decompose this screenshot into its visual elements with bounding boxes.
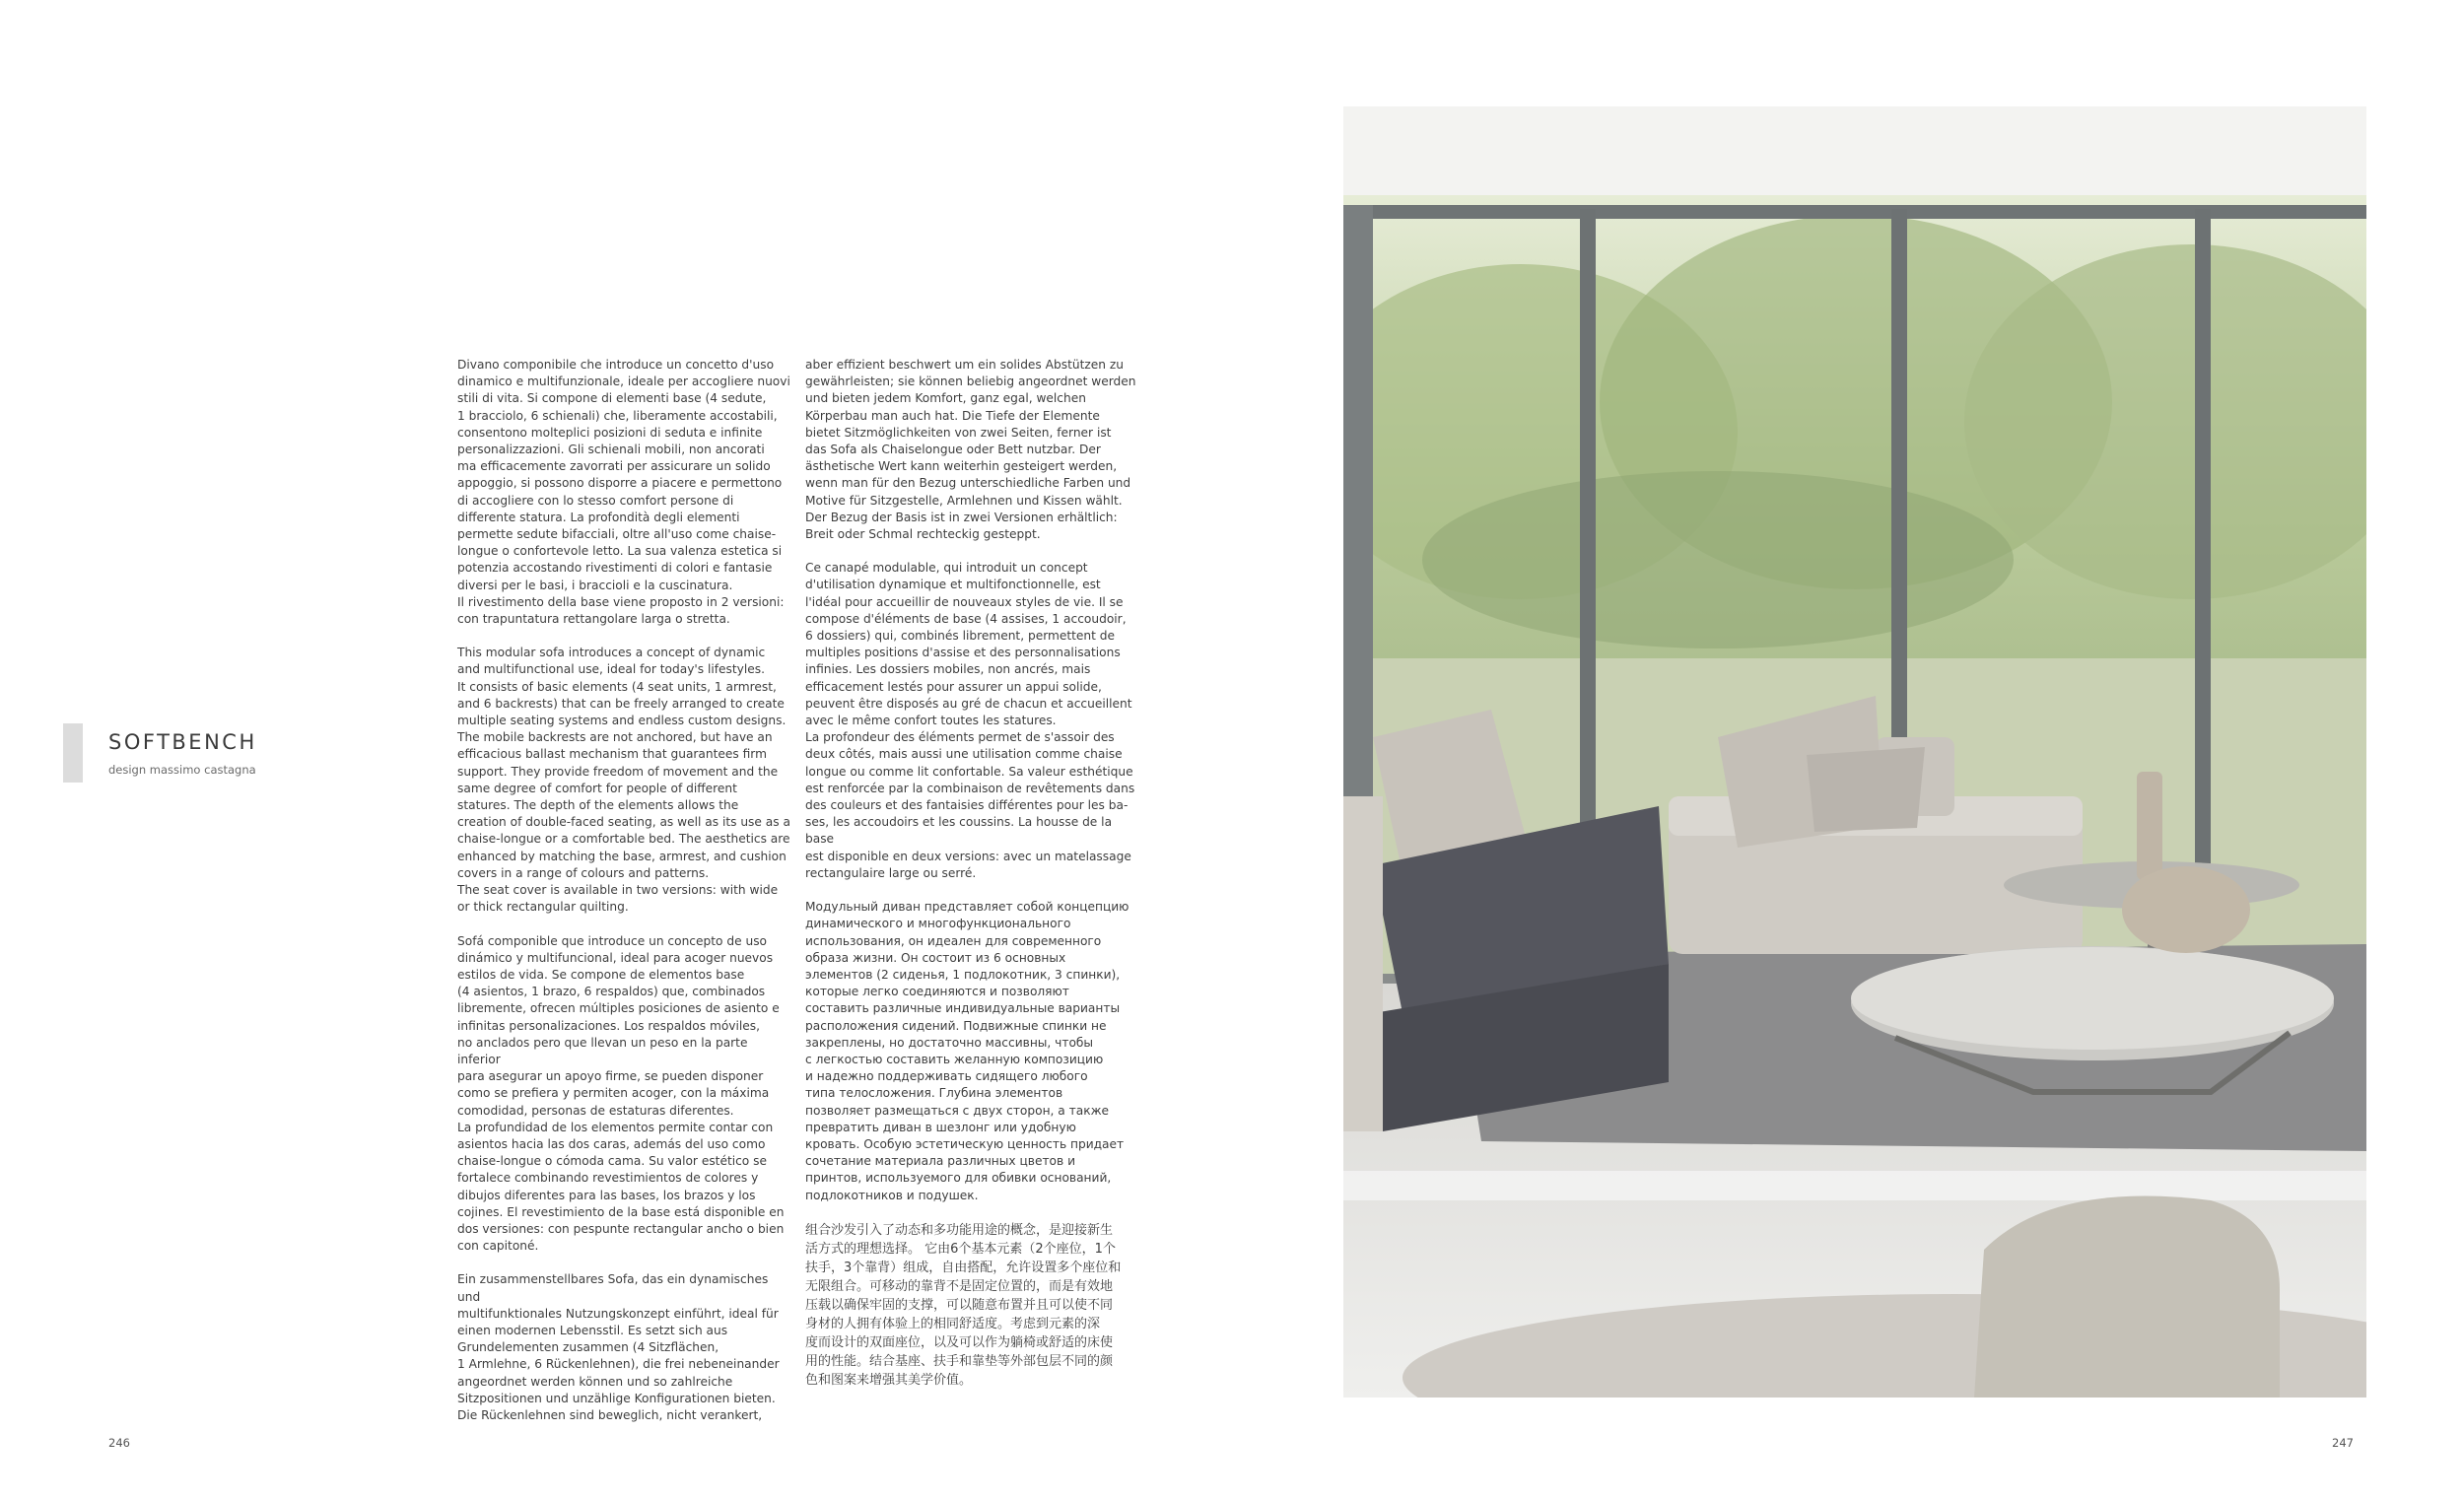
paragraph-italian: Divano componibile che introduce un concetto d'uso dinamico e multifunzionale, ideale per accogliere nuovi stili di vita. Si compone di elementi base (4 sedute, 1 bracciolo, 6 schienali) che, liberamente accostabili, consentono molteplici posizioni di seduta e infinite personalizzazioni. Gli schienali mobili, non ancorati ma efficacemente zavorrati per assicurare un solido appoggio, si possono disporre a piacere e permettono di accogliere con lo stesso comfort persone di differente statura. La profondità degli elementi permette sedute bifacciali, oltre all'uso come chaise- longue o confortevole letto. La sua valenza estetica si potenzia accostando rivestimenti di colori e fantasie diversi per le basi, i braccioli e la cuscinatura. Il rivestimento della base viene proposto in 2 versioni: con trapuntatura rettangolare larga o stretta.	[457, 358, 790, 627]
product-photo	[1343, 106, 2366, 1398]
title-accent-bar	[63, 723, 83, 783]
paragraph-english: This modular sofa introduces a concept of dynamic and multifunctional use, ideal for today's lifestyles. It consists of basic elements (4 seat units, 1 armrest, and 6 backrests) that can be freely arranged to create multiple seating systems and endless custom designs. The mobile backrests are not anchored, but have an efficacious ballast mechanism that guarantees firm support. They provide freedom of movement and the same degree of comfort for people of different statures. The depth of the elements allows the creation of double-faced seating, as well as its use as a chaise-longue or a comfortable bed. The aesthetics are enhanced by matching the base, armrest, and cushion covers in a range of colours and patterns. The seat cover is available in two versions: with wide or thick rectangular quilting.	[457, 646, 790, 915]
living-room-illustration	[1343, 106, 2366, 1398]
paragraph-russian: Модульный диван представляет собой концепцию динамического и многофункционального использования, он идеален для современного образа жизни. Он состоит из 6 основных элементов (2 сиденья, 1 подлокотник, 3 спинки), которые легко соединяются и позволяют составить различные индивидуальные варианты расположения сидений. Подвижные спинки не закреплены, но достаточно массивны, чтобы с легкостью составить желанную композицию и надежно поддерживать сидящего любого типа телосложения. Глубина элементов позволяет размещаться с двух сторон, а также превратить диван в шезлонг или удобную кровать. Особую эстетическую ценность придает сочетание материала различных цветов и принтов, используемого для обивки оснований, подлокотников и подушек.	[805, 900, 1129, 1202]
text-column-1	[457, 357, 792, 1441]
paragraph-german-start: Ein zusammenstellbares Sofa, das ein dynamisches und multifunktionales Nutzungskonzept einführt, ideal für einen modernen Lebensstil. Es setzt sich aus Grundelementen zusammen (4 Sitzflächen, 1 Armlehne, 6 Rückenlehnen), die frei nebeneinander angeordnet werden können und so zahlreiche Sitzpositionen und unzählige Konfigurationen bieten. Die Rückenlehnen sind beweglich, nicht verankert,	[457, 1272, 780, 1422]
designer-credit: design massimo castagna	[108, 763, 256, 777]
paragraph-chinese: 组合沙发引入了动态和多功能用途的概念，是迎接新生 活方式的理想选择。 它由6个基本元素（2个座位，1个 扶手，3个靠背）组成，自由搭配，允许设置多个座位和 无限组合。可移动的靠背不是固定位置的，而是有效地 压载以确保牢固的支撑，可以随意布置并且可以使不同 身材的人拥有体验上的相同舒适度。考虑到元素的深 度而设计的双面座位，以及可以作为躺椅或舒适的床使 用的性能。结合基座、扶手和靠垫等外部包层不同的颜 色和图案来增强其美学价值。	[805, 1222, 1122, 1388]
paragraph-spanish: Sofá componible que introduce un concepto de uso dinámico y multifuncional, ideal para acoger nuevos estilos de vida. Se compone de elementos base (4 asientos, 1 brazo, 6 respaldos) que, combinados libremente, ofrecen múltiples posiciones de asiento e infinitas personalizaciones. Los respaldos móviles, no anclados pero que llevan un peso en la parte inferior para asegurar un apoyo firme, se pueden disponer como se prefiera y permiten acoger, con la máxima comodidad, personas de estaturas diferentes. La profundidad de los elementos permite contar con asientos hacia las dos caras, además del uso como chaise-longue o cómoda cama. Su valor estético se fortalece combinando revestimientos de colores y dibujos diferentes para las bases, los brazos y los cojines. El revestimiento de la base está disponible en dos versiones: con pespunte rectangular ancho o bien con capitoné.	[457, 933, 785, 1254]
paragraph-french: Ce canapé modulable, qui introduit un concept d'utilisation dynamique et multifonctionnelle, est l'idéal pour accueillir de nouveaux styles de vie. Il se compose d'éléments de base (4 assises, 1 accoudoir, 6 dossiers) qui, combinés librement, permettent de multiples positions d'assise et des personnalisations infinies. Les dossiers mobiles, non ancrés, mais efficacement lestés pour assurer un appui solide, peuvent être disposés au gré de chacun et accueillent avec le même confort toutes les statures. La profondeur des éléments permet de s'assoir des deux côtés, mais aussi une utilisation comme chaise longue ou comme lit confortable. Sa valeur esthétique est renforcée par la combinaison de revêtements dans des couleurs et des fantaisies différentes pour les ba- ses, les accoudoirs et les coussins. La housse de la base est disponible en deux versions: avec un matelassage rectangulaire large ou serré.	[805, 561, 1135, 880]
paragraph-german-end: aber effizient beschwert um ein solides Abstützen zu gewährleisten; sie können beliebig angeordnet werden und bieten jedem Komfort, ganz egal, welchen Körperbau man auch hat. Die Tiefe der Elemente bietet Sitzmöglichkeiten von zwei Seiten, ferner ist das Sofa als Chaiselongue oder Bett nutzbar. Der ästhetische Wert kann weiterhin gesteigert werden, wenn man für den Bezug unterschiedliche Farben und Motive für Sitzgestelle, Armlehnen und Kissen wählt. Der Bezug der Basis ist in zwei Versionen erhältlich: Breit oder Schmal rechteckig gesteppt.	[805, 358, 1136, 542]
product-title: SOFTBENCH	[108, 730, 257, 754]
page-number-left: 246	[108, 1436, 130, 1450]
page-number-right: 247	[2332, 1436, 2354, 1450]
text-column-2	[805, 357, 1140, 1406]
